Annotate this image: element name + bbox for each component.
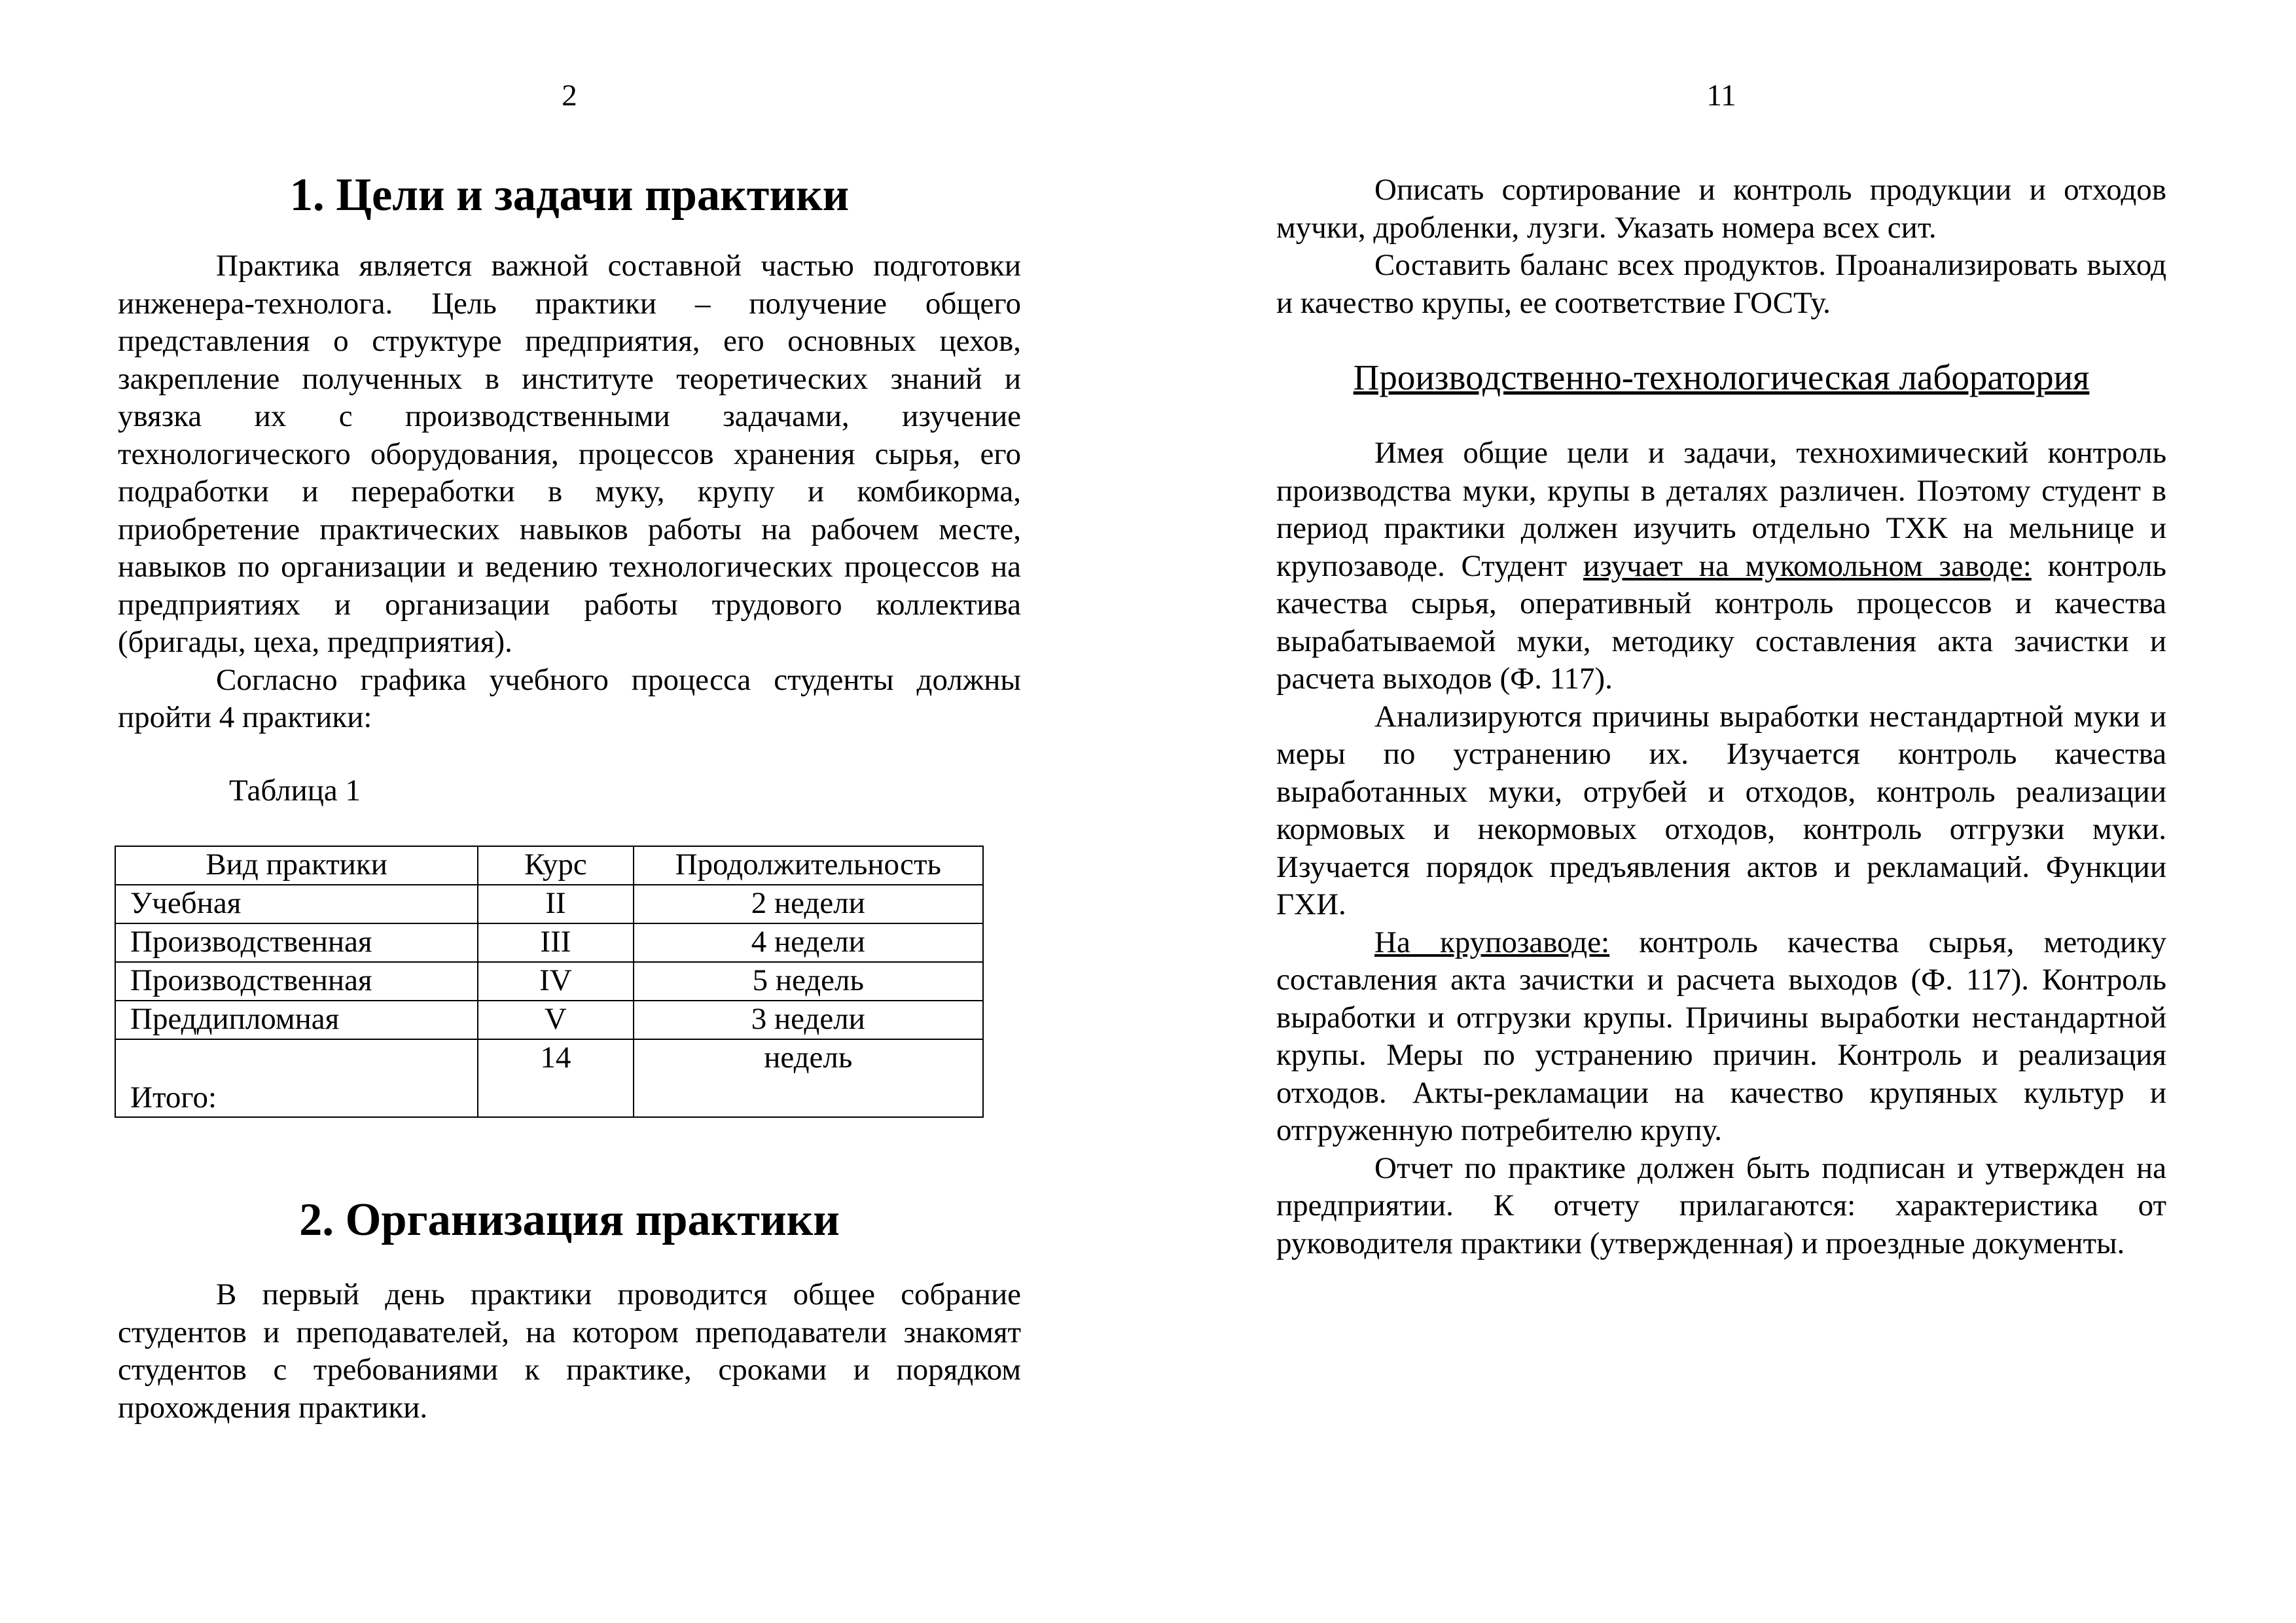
table-header-row (115, 846, 983, 885)
course-cell: II (478, 885, 633, 923)
paragraph: В первый день практики проводится общее собрание студентов и преподавателей, на котором преподаватели знакомят студентов с требованиями к практике, сроками и порядком прохождения практики. (118, 1277, 1021, 1425)
practice-type-cell: Производственная (115, 923, 478, 962)
duration-cell: 4 недели (634, 923, 983, 962)
practice-table (115, 846, 984, 1118)
practice-type-cell: Учебная (115, 885, 478, 923)
section1-heading: 1. Цели и задачи практики (289, 169, 850, 221)
column-header: Вид практики (115, 846, 478, 885)
intro-body (1276, 171, 2166, 322)
total-course-cell: 14 (478, 1039, 633, 1117)
paragraph: Анализируются причины выработки нестандартной муки и меры по устранению их. Изучается контроль качества выработанных муки, отрубей и отходов, контроль реализации кормовых и некормовых отходов, контроль отгрузки муки. Изучается порядок предъявления актов и рекламаций. Функции ГХИ. (1276, 699, 2166, 921)
section2-body (118, 1276, 1021, 1427)
table-total-row (115, 1039, 983, 1117)
paragraph: Отчет по практике должен быть подписан и утвержден на предприятии. К отчету прилагаются: характеристика от руководителя практики (утвержденная) и проездные документы. (1276, 1150, 2166, 1260)
course-cell: III (478, 923, 633, 962)
table-caption: Таблица 1 (229, 774, 361, 808)
course-cell: V (478, 1001, 633, 1039)
table-row (115, 1001, 983, 1039)
page-number: 11 (1706, 79, 1736, 113)
table-row (115, 885, 983, 923)
page-number: 2 (562, 79, 577, 113)
duration-cell: 3 недели (634, 1001, 983, 1039)
paragraph (1276, 435, 2166, 698)
total-duration-cell: недель (634, 1039, 983, 1117)
left-page (118, 0, 1021, 1623)
section1-body (118, 247, 1021, 737)
lab-body (1276, 435, 2166, 1262)
course-cell: IV (478, 962, 633, 1001)
table-row (115, 962, 983, 1001)
paragraph: Согласно графика учебного процесса студенты должны пройти 4 практики: (118, 662, 1021, 734)
paragraph: Описать сортирование и контроль продукции и отходов мучки, дробленки, лузги. Указать номера всех сит. (1276, 173, 2166, 245)
paragraph: Практика является важной составной частью подготовки инженера-технолога. Цель практики – получение общего представления о структуре предприятия, его основных цехов, закрепление полученных в институте теоретических знаний и увязка их с производственными задачами, изучение технологического оборудования, процессов хранения сырья, его подработки и переработки в муку, крупу и комбикорма, приобретение практических навыков работы на рабочем месте, навыков по организации и ведению технологических процессов на предприятиях и организации работы трудового коллектива (бригады, цеха, предприятия). (118, 249, 1021, 659)
column-header: Курс (478, 846, 633, 885)
text-span: контроль качества сырья, методику составления акта зачистки и расчета выходов (Ф. 117). Контроль выработки и отгрузки крупы. Причины выработки нестандартной крупы. Меры по устранению причин. Контроль и реализация отходов. Акты-рекламации на качество крупяных культур и отгруженную потребителю крупу. (1276, 925, 2166, 1147)
column-header: Продолжительность (634, 846, 983, 885)
underlined-text: изучает на мукомольном заводе: (1583, 548, 2032, 583)
lab-subheading: Производственно-технологическая лаборатория (1353, 357, 2090, 397)
paragraph (1276, 924, 2166, 1150)
paragraph: Составить баланс всех продуктов. Проанализировать выход и качество крупы, ее соответствие ГОСТу. (1276, 248, 2166, 320)
total-label-cell: Итого: (115, 1039, 478, 1117)
duration-cell: 5 недель (634, 962, 983, 1001)
text-span: Имея общие цели и задачи, технохимический контроль производства муки, крупы в деталях различен. Поэтому студент в период практики должен изучить отдельно ТХК на мельнице и крупозаводе. Студент (1276, 436, 2166, 583)
underlined-text: На крупозаводе: (1374, 925, 1610, 959)
right-page (1276, 0, 2166, 1623)
duration-cell: 2 недели (634, 885, 983, 923)
practice-type-cell: Преддипломная (115, 1001, 478, 1039)
practice-type-cell: Производственная (115, 962, 478, 1001)
table-row (115, 923, 983, 962)
section2-heading: 2. Организация практики (299, 1194, 840, 1245)
text-span: контроль качества сырья, оперативный контроль процессов и качества вырабатываемой муки, методику составления акта зачистки и расчета выходов (Ф. 117). (1276, 548, 2166, 696)
